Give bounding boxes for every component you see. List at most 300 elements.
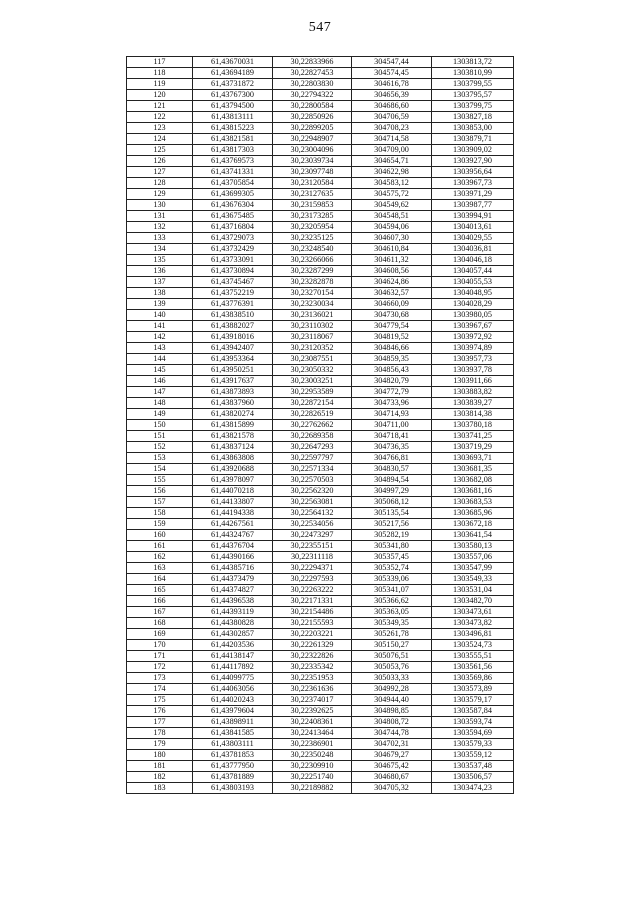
y-coordinate-cell: 1303579,17: [432, 695, 514, 706]
y-coordinate-cell: 1303693,71: [432, 453, 514, 464]
y-coordinate-cell: 1304028,29: [432, 299, 514, 310]
latitude-cell: 61,44138147: [193, 651, 273, 662]
latitude-cell: 61,43769573: [193, 156, 273, 167]
table-row: [127, 684, 514, 695]
table-row: [127, 156, 514, 167]
x-coordinate-cell: 305033,33: [352, 673, 432, 684]
x-coordinate-cell: 305076,51: [352, 651, 432, 662]
longitude-cell: 30,22386901: [273, 739, 352, 750]
point-number-cell: 124: [127, 134, 193, 145]
latitude-cell: 61,43730894: [193, 266, 273, 277]
table-row: [127, 101, 514, 112]
y-coordinate-cell: 1303741,25: [432, 431, 514, 442]
y-coordinate-cell: 1303587,84: [432, 706, 514, 717]
latitude-cell: 61,43815899: [193, 420, 273, 431]
point-number-cell: 121: [127, 101, 193, 112]
table-row: [127, 662, 514, 673]
x-coordinate-cell: 304574,45: [352, 68, 432, 79]
point-number-cell: 172: [127, 662, 193, 673]
longitude-cell: 30,22597797: [273, 453, 352, 464]
point-number-cell: 120: [127, 90, 193, 101]
table-row: [127, 695, 514, 706]
coordinates-table: [126, 56, 514, 794]
y-coordinate-cell: 1303987,77: [432, 200, 514, 211]
latitude-cell: 61,44099775: [193, 673, 273, 684]
point-number-cell: 146: [127, 376, 193, 387]
point-number-cell: 125: [127, 145, 193, 156]
longitude-cell: 30,23003251: [273, 376, 352, 387]
latitude-cell: 61,43745467: [193, 277, 273, 288]
x-coordinate-cell: 304575,72: [352, 189, 432, 200]
point-number-cell: 180: [127, 750, 193, 761]
table-row: [127, 167, 514, 178]
longitude-cell: 30,22203221: [273, 629, 352, 640]
latitude-cell: 61,43733091: [193, 255, 273, 266]
y-coordinate-cell: 1303883,82: [432, 387, 514, 398]
latitude-cell: 61,44376704: [193, 541, 273, 552]
table-row: [127, 332, 514, 343]
y-coordinate-cell: 1303474,23: [432, 783, 514, 794]
longitude-cell: 30,22294371: [273, 563, 352, 574]
longitude-cell: 30,23248540: [273, 244, 352, 255]
x-coordinate-cell: 305341,80: [352, 541, 432, 552]
x-coordinate-cell: 304944,40: [352, 695, 432, 706]
y-coordinate-cell: 1303879,71: [432, 134, 514, 145]
table-row: [127, 541, 514, 552]
y-coordinate-cell: 1303579,33: [432, 739, 514, 750]
latitude-cell: 61,44380828: [193, 618, 273, 629]
point-number-cell: 160: [127, 530, 193, 541]
x-coordinate-cell: 304894,54: [352, 475, 432, 486]
point-number-cell: 158: [127, 508, 193, 519]
longitude-cell: 30,22413464: [273, 728, 352, 739]
point-number-cell: 170: [127, 640, 193, 651]
longitude-cell: 30,22322826: [273, 651, 352, 662]
longitude-cell: 30,22171331: [273, 596, 352, 607]
longitude-cell: 30,22762662: [273, 420, 352, 431]
latitude-cell: 61,43716804: [193, 222, 273, 233]
y-coordinate-cell: 1303561,56: [432, 662, 514, 673]
longitude-cell: 30,22297593: [273, 574, 352, 585]
point-number-cell: 152: [127, 442, 193, 453]
table-row: [127, 299, 514, 310]
point-number-cell: 122: [127, 112, 193, 123]
point-number-cell: 156: [127, 486, 193, 497]
longitude-cell: 30,23097748: [273, 167, 352, 178]
x-coordinate-cell: 305282,19: [352, 530, 432, 541]
table-row: [127, 321, 514, 332]
x-coordinate-cell: 304680,67: [352, 772, 432, 783]
point-number-cell: 173: [127, 673, 193, 684]
longitude-cell: 30,23270154: [273, 288, 352, 299]
longitude-cell: 30,23120352: [273, 343, 352, 354]
table-row: [127, 761, 514, 772]
latitude-cell: 61,43732429: [193, 244, 273, 255]
latitude-cell: 61,44203536: [193, 640, 273, 651]
x-coordinate-cell: 305341,07: [352, 585, 432, 596]
table-row: [127, 211, 514, 222]
x-coordinate-cell: 304772,79: [352, 387, 432, 398]
latitude-cell: 61,43676304: [193, 200, 273, 211]
x-coordinate-cell: 305135,54: [352, 508, 432, 519]
y-coordinate-cell: 1303911,66: [432, 376, 514, 387]
point-number-cell: 118: [127, 68, 193, 79]
table-row: [127, 519, 514, 530]
x-coordinate-cell: 304611,32: [352, 255, 432, 266]
y-coordinate-cell: 1303813,72: [432, 57, 514, 68]
point-number-cell: 169: [127, 629, 193, 640]
table-row: [127, 398, 514, 409]
longitude-cell: 30,23118067: [273, 332, 352, 343]
longitude-cell: 30,23120584: [273, 178, 352, 189]
latitude-cell: 61,43863808: [193, 453, 273, 464]
table-row: [127, 409, 514, 420]
y-coordinate-cell: 1303994,91: [432, 211, 514, 222]
y-coordinate-cell: 1304036,81: [432, 244, 514, 255]
point-number-cell: 119: [127, 79, 193, 90]
table-row: [127, 354, 514, 365]
latitude-cell: 61,43979604: [193, 706, 273, 717]
table-row: [127, 387, 514, 398]
y-coordinate-cell: 1303473,82: [432, 618, 514, 629]
x-coordinate-cell: 304656,39: [352, 90, 432, 101]
latitude-cell: 61,44324767: [193, 530, 273, 541]
longitude-cell: 30,22647293: [273, 442, 352, 453]
point-number-cell: 165: [127, 585, 193, 596]
longitude-cell: 30,22850926: [273, 112, 352, 123]
longitude-cell: 30,23136021: [273, 310, 352, 321]
longitude-cell: 30,23230034: [273, 299, 352, 310]
table-row: [127, 123, 514, 134]
longitude-cell: 30,23287299: [273, 266, 352, 277]
table-row: [127, 79, 514, 90]
latitude-cell: 61,44267561: [193, 519, 273, 530]
point-number-cell: 182: [127, 772, 193, 783]
longitude-cell: 30,23110302: [273, 321, 352, 332]
table-row: [127, 222, 514, 233]
table-row: [127, 266, 514, 277]
table-row: [127, 464, 514, 475]
longitude-cell: 30,22350248: [273, 750, 352, 761]
latitude-cell: 61,44302857: [193, 629, 273, 640]
latitude-cell: 61,43767300: [193, 90, 273, 101]
point-number-cell: 142: [127, 332, 193, 343]
table-row: [127, 552, 514, 563]
y-coordinate-cell: 1303839,27: [432, 398, 514, 409]
table-row: [127, 497, 514, 508]
x-coordinate-cell: 304779,54: [352, 321, 432, 332]
point-number-cell: 161: [127, 541, 193, 552]
y-coordinate-cell: 1303799,55: [432, 79, 514, 90]
longitude-cell: 30,23127635: [273, 189, 352, 200]
latitude-cell: 61,43838510: [193, 310, 273, 321]
y-coordinate-cell: 1304055,53: [432, 277, 514, 288]
y-coordinate-cell: 1303956,64: [432, 167, 514, 178]
x-coordinate-cell: 304808,72: [352, 717, 432, 728]
longitude-cell: 30,22251740: [273, 772, 352, 783]
latitude-cell: 61,43815223: [193, 123, 273, 134]
longitude-cell: 30,22562320: [273, 486, 352, 497]
y-coordinate-cell: 1303594,69: [432, 728, 514, 739]
y-coordinate-cell: 1303810,99: [432, 68, 514, 79]
table-row: [127, 255, 514, 266]
latitude-cell: 61,43920688: [193, 464, 273, 475]
longitude-cell: 30,22155593: [273, 618, 352, 629]
x-coordinate-cell: 304549,62: [352, 200, 432, 211]
table-row: [127, 475, 514, 486]
latitude-cell: 61,44396538: [193, 596, 273, 607]
y-coordinate-cell: 1303827,18: [432, 112, 514, 123]
longitude-cell: 30,23235125: [273, 233, 352, 244]
longitude-cell: 30,22154486: [273, 607, 352, 618]
y-coordinate-cell: 1303682,08: [432, 475, 514, 486]
point-number-cell: 130: [127, 200, 193, 211]
y-coordinate-cell: 1303555,51: [432, 651, 514, 662]
x-coordinate-cell: 304997,29: [352, 486, 432, 497]
latitude-cell: 61,43794500: [193, 101, 273, 112]
point-number-cell: 154: [127, 464, 193, 475]
point-number-cell: 133: [127, 233, 193, 244]
table-row: [127, 750, 514, 761]
table-row: [127, 673, 514, 684]
x-coordinate-cell: 304702,31: [352, 739, 432, 750]
point-number-cell: 168: [127, 618, 193, 629]
table-row: [127, 310, 514, 321]
latitude-cell: 61,44194338: [193, 508, 273, 519]
x-coordinate-cell: 304705,32: [352, 783, 432, 794]
point-number-cell: 131: [127, 211, 193, 222]
latitude-cell: 61,43781889: [193, 772, 273, 783]
y-coordinate-cell: 1303593,74: [432, 717, 514, 728]
y-coordinate-cell: 1303683,53: [432, 497, 514, 508]
table-row: [127, 431, 514, 442]
point-number-cell: 167: [127, 607, 193, 618]
longitude-cell: 30,22189882: [273, 783, 352, 794]
longitude-cell: 30,22335342: [273, 662, 352, 673]
x-coordinate-cell: 304607,30: [352, 233, 432, 244]
point-number-cell: 145: [127, 365, 193, 376]
x-coordinate-cell: 304608,56: [352, 266, 432, 277]
longitude-cell: 30,23087551: [273, 354, 352, 365]
point-number-cell: 183: [127, 783, 193, 794]
x-coordinate-cell: 304714,93: [352, 409, 432, 420]
latitude-cell: 61,43752219: [193, 288, 273, 299]
table-row: [127, 717, 514, 728]
latitude-cell: 61,43813111: [193, 112, 273, 123]
longitude-cell: 30,22872154: [273, 398, 352, 409]
x-coordinate-cell: 304708,23: [352, 123, 432, 134]
table-row: [127, 178, 514, 189]
point-number-cell: 147: [127, 387, 193, 398]
latitude-cell: 61,43821581: [193, 134, 273, 145]
longitude-cell: 30,22564132: [273, 508, 352, 519]
latitude-cell: 61,43898911: [193, 717, 273, 728]
table-row: [127, 442, 514, 453]
table-row: [127, 728, 514, 739]
table-row: [127, 486, 514, 497]
longitude-cell: 30,23205954: [273, 222, 352, 233]
x-coordinate-cell: 304992,28: [352, 684, 432, 695]
point-number-cell: 126: [127, 156, 193, 167]
table-row: [127, 189, 514, 200]
y-coordinate-cell: 1303482,70: [432, 596, 514, 607]
y-coordinate-cell: 1303524,73: [432, 640, 514, 651]
y-coordinate-cell: 1303957,73: [432, 354, 514, 365]
y-coordinate-cell: 1303909,02: [432, 145, 514, 156]
x-coordinate-cell: 304856,43: [352, 365, 432, 376]
point-number-cell: 175: [127, 695, 193, 706]
table-row: [127, 651, 514, 662]
longitude-cell: 30,23039734: [273, 156, 352, 167]
longitude-cell: 30,22351953: [273, 673, 352, 684]
longitude-cell: 30,22826519: [273, 409, 352, 420]
table-row: [127, 453, 514, 464]
y-coordinate-cell: 1303531,04: [432, 585, 514, 596]
longitude-cell: 30,22263222: [273, 585, 352, 596]
point-number-cell: 117: [127, 57, 193, 68]
point-number-cell: 181: [127, 761, 193, 772]
coordinates-table-body: [127, 57, 514, 794]
latitude-cell: 61,44373479: [193, 574, 273, 585]
table-row: [127, 585, 514, 596]
latitude-cell: 61,43837960: [193, 398, 273, 409]
point-number-cell: 174: [127, 684, 193, 695]
x-coordinate-cell: 305068,12: [352, 497, 432, 508]
point-number-cell: 176: [127, 706, 193, 717]
longitude-cell: 30,23266066: [273, 255, 352, 266]
latitude-cell: 61,44020243: [193, 695, 273, 706]
point-number-cell: 127: [127, 167, 193, 178]
table-row: [127, 508, 514, 519]
table-row: [127, 200, 514, 211]
latitude-cell: 61,43837124: [193, 442, 273, 453]
y-coordinate-cell: 1304029,55: [432, 233, 514, 244]
longitude-cell: 30,22311118: [273, 552, 352, 563]
table-row: [127, 288, 514, 299]
longitude-cell: 30,22534056: [273, 519, 352, 530]
y-coordinate-cell: 1303537,48: [432, 761, 514, 772]
longitude-cell: 30,22309910: [273, 761, 352, 772]
y-coordinate-cell: 1303681,35: [432, 464, 514, 475]
point-number-cell: 179: [127, 739, 193, 750]
longitude-cell: 30,22392625: [273, 706, 352, 717]
longitude-cell: 30,22361636: [273, 684, 352, 695]
x-coordinate-cell: 304616,78: [352, 79, 432, 90]
point-number-cell: 155: [127, 475, 193, 486]
table-row: [127, 629, 514, 640]
x-coordinate-cell: 304898,85: [352, 706, 432, 717]
table-row: [127, 376, 514, 387]
latitude-cell: 61,44070218: [193, 486, 273, 497]
table-row: [127, 277, 514, 288]
table-row: [127, 57, 514, 68]
latitude-cell: 61,43776391: [193, 299, 273, 310]
x-coordinate-cell: 305339,06: [352, 574, 432, 585]
latitude-cell: 61,43803193: [193, 783, 273, 794]
latitude-cell: 61,43741331: [193, 167, 273, 178]
point-number-cell: 138: [127, 288, 193, 299]
latitude-cell: 61,43821578: [193, 431, 273, 442]
table-row: [127, 112, 514, 123]
y-coordinate-cell: 1303473,61: [432, 607, 514, 618]
longitude-cell: 30,22833966: [273, 57, 352, 68]
latitude-cell: 61,43882027: [193, 321, 273, 332]
y-coordinate-cell: 1303549,33: [432, 574, 514, 585]
latitude-cell: 61,44390166: [193, 552, 273, 563]
point-number-cell: 139: [127, 299, 193, 310]
y-coordinate-cell: 1303569,86: [432, 673, 514, 684]
x-coordinate-cell: 304766,81: [352, 453, 432, 464]
longitude-cell: 30,22563081: [273, 497, 352, 508]
x-coordinate-cell: 304718,41: [352, 431, 432, 442]
table-row: [127, 783, 514, 794]
latitude-cell: 61,43820274: [193, 409, 273, 420]
table-row: [127, 739, 514, 750]
y-coordinate-cell: 1303573,89: [432, 684, 514, 695]
x-coordinate-cell: 304736,35: [352, 442, 432, 453]
x-coordinate-cell: 304819,52: [352, 332, 432, 343]
point-number-cell: 136: [127, 266, 193, 277]
longitude-cell: 30,23004096: [273, 145, 352, 156]
x-coordinate-cell: 305349,35: [352, 618, 432, 629]
longitude-cell: 30,22261329: [273, 640, 352, 651]
point-number-cell: 141: [127, 321, 193, 332]
table-row: [127, 244, 514, 255]
point-number-cell: 123: [127, 123, 193, 134]
latitude-cell: 61,43729073: [193, 233, 273, 244]
latitude-cell: 61,44393119: [193, 607, 273, 618]
point-number-cell: 166: [127, 596, 193, 607]
page-number: 547: [308, 20, 332, 35]
x-coordinate-cell: 304679,27: [352, 750, 432, 761]
longitude-cell: 30,22408361: [273, 717, 352, 728]
longitude-cell: 30,22571334: [273, 464, 352, 475]
latitude-cell: 61,43675485: [193, 211, 273, 222]
point-number-cell: 140: [127, 310, 193, 321]
x-coordinate-cell: 304733,96: [352, 398, 432, 409]
latitude-cell: 61,43699305: [193, 189, 273, 200]
point-number-cell: 178: [127, 728, 193, 739]
x-coordinate-cell: 305366,62: [352, 596, 432, 607]
x-coordinate-cell: 305261,78: [352, 629, 432, 640]
longitude-cell: 30,22570503: [273, 475, 352, 486]
x-coordinate-cell: 304583,12: [352, 178, 432, 189]
y-coordinate-cell: 1303967,67: [432, 321, 514, 332]
point-number-cell: 134: [127, 244, 193, 255]
x-coordinate-cell: 304654,71: [352, 156, 432, 167]
y-coordinate-cell: 1303972,92: [432, 332, 514, 343]
longitude-cell: 30,23159853: [273, 200, 352, 211]
x-coordinate-cell: 304714,58: [352, 134, 432, 145]
y-coordinate-cell: 1303780,18: [432, 420, 514, 431]
table-row: [127, 574, 514, 585]
y-coordinate-cell: 1304048,95: [432, 288, 514, 299]
latitude-cell: 61,43817303: [193, 145, 273, 156]
longitude-cell: 30,22948907: [273, 134, 352, 145]
point-number-cell: 164: [127, 574, 193, 585]
longitude-cell: 30,22473297: [273, 530, 352, 541]
table-row: [127, 134, 514, 145]
latitude-cell: 61,43942407: [193, 343, 273, 354]
table-row: [127, 365, 514, 376]
point-number-cell: 129: [127, 189, 193, 200]
point-number-cell: 150: [127, 420, 193, 431]
y-coordinate-cell: 1303971,29: [432, 189, 514, 200]
y-coordinate-cell: 1303719,29: [432, 442, 514, 453]
y-coordinate-cell: 1303853,00: [432, 123, 514, 134]
longitude-cell: 30,23173285: [273, 211, 352, 222]
longitude-cell: 30,22827453: [273, 68, 352, 79]
